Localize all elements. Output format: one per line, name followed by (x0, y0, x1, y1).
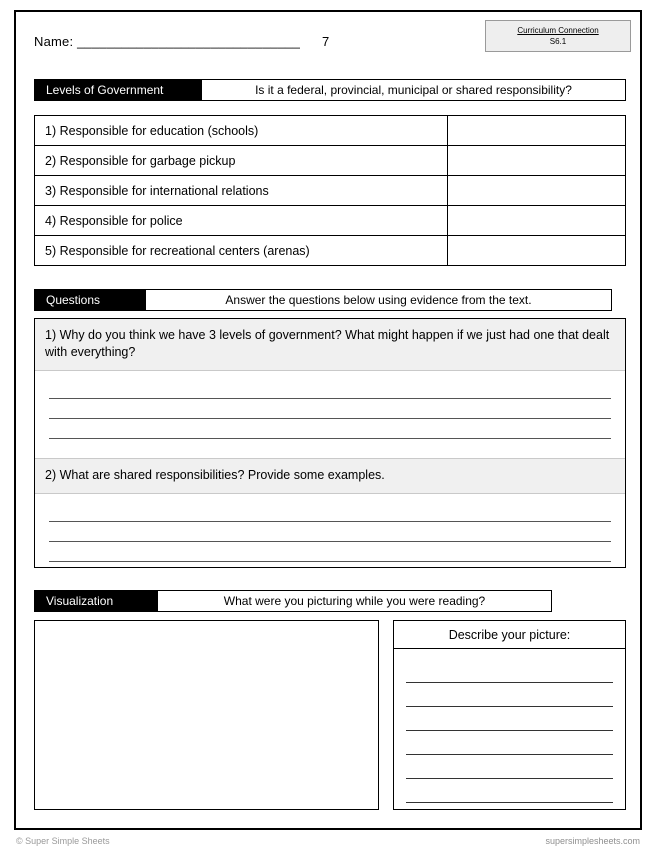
responsibility-answer-cell[interactable] (448, 116, 626, 146)
write-line[interactable] (49, 502, 611, 522)
responsibility-prompt: 1) Responsible for education (schools) (35, 116, 448, 146)
worksheet-page (14, 10, 642, 830)
website-text: supersimplesheets.com (545, 836, 640, 846)
visualization-label: Visualization (34, 590, 158, 612)
curriculum-connection-box (485, 20, 631, 52)
page-footer (16, 836, 640, 846)
visualization-instruction: What were you picturing while you were reading? (158, 590, 552, 612)
table-row (35, 206, 626, 236)
write-line[interactable] (49, 379, 611, 399)
responsibility-prompt: 5) Responsible for recreational centers (arenas) (35, 236, 448, 266)
drawing-area[interactable] (34, 620, 379, 810)
write-line[interactable] (49, 419, 611, 439)
responsibility-answer-cell[interactable] (448, 146, 626, 176)
question-1-answer-area[interactable] (35, 371, 625, 458)
write-line[interactable] (49, 562, 611, 581)
page-number: 7 (322, 34, 330, 49)
responsibility-answer-cell[interactable] (448, 206, 626, 236)
levels-of-government-header-bar (34, 79, 626, 101)
responsibility-prompt: 4) Responsible for police (35, 206, 448, 236)
write-line[interactable] (406, 755, 613, 779)
visualization-row (34, 620, 626, 810)
questions-label: Questions (34, 289, 146, 311)
copyright-text: © Super Simple Sheets (16, 836, 110, 846)
describe-picture-title: Describe your picture: (394, 621, 625, 649)
question-1-prompt: 1) Why do you think we have 3 levels of government? What might happen if we just had one that dealt with everything? (35, 319, 625, 371)
name-field-label[interactable]: Name: ______________________________ (34, 34, 301, 49)
responsibility-answer-cell[interactable] (448, 236, 626, 266)
responsibility-prompt: 3) Responsible for international relations (35, 176, 448, 206)
write-line[interactable] (49, 399, 611, 419)
write-line[interactable] (406, 683, 613, 707)
visualization-header-bar (34, 590, 552, 612)
write-line[interactable] (406, 731, 613, 755)
curriculum-title: Curriculum Connection (517, 26, 599, 35)
table-row (35, 146, 626, 176)
write-line[interactable] (406, 779, 613, 803)
table-row (35, 176, 626, 206)
describe-picture-box (393, 620, 626, 810)
page-header (16, 12, 640, 60)
write-line[interactable] (406, 707, 613, 731)
describe-picture-lines[interactable] (394, 649, 625, 803)
write-line[interactable] (49, 522, 611, 542)
write-line[interactable] (49, 542, 611, 562)
levels-of-government-label: Levels of Government (34, 79, 202, 101)
questions-header-bar (34, 289, 612, 311)
levels-of-government-instruction: Is it a federal, provincial, municipal or shared responsibility? (202, 79, 626, 101)
responsibility-answer-cell[interactable] (448, 176, 626, 206)
question-2-answer-area[interactable] (35, 494, 625, 581)
question-2-prompt: 2) What are shared responsibilities? Provide some examples. (35, 458, 625, 494)
questions-instruction: Answer the questions below using evidence from the text. (146, 289, 612, 311)
questions-block (34, 318, 626, 568)
table-row (35, 116, 626, 146)
curriculum-code: S6.1 (549, 37, 567, 46)
responsibility-prompt: 2) Responsible for garbage pickup (35, 146, 448, 176)
responsibility-table (34, 115, 626, 266)
write-line[interactable] (406, 659, 613, 683)
table-row (35, 236, 626, 266)
write-line[interactable] (49, 439, 611, 458)
